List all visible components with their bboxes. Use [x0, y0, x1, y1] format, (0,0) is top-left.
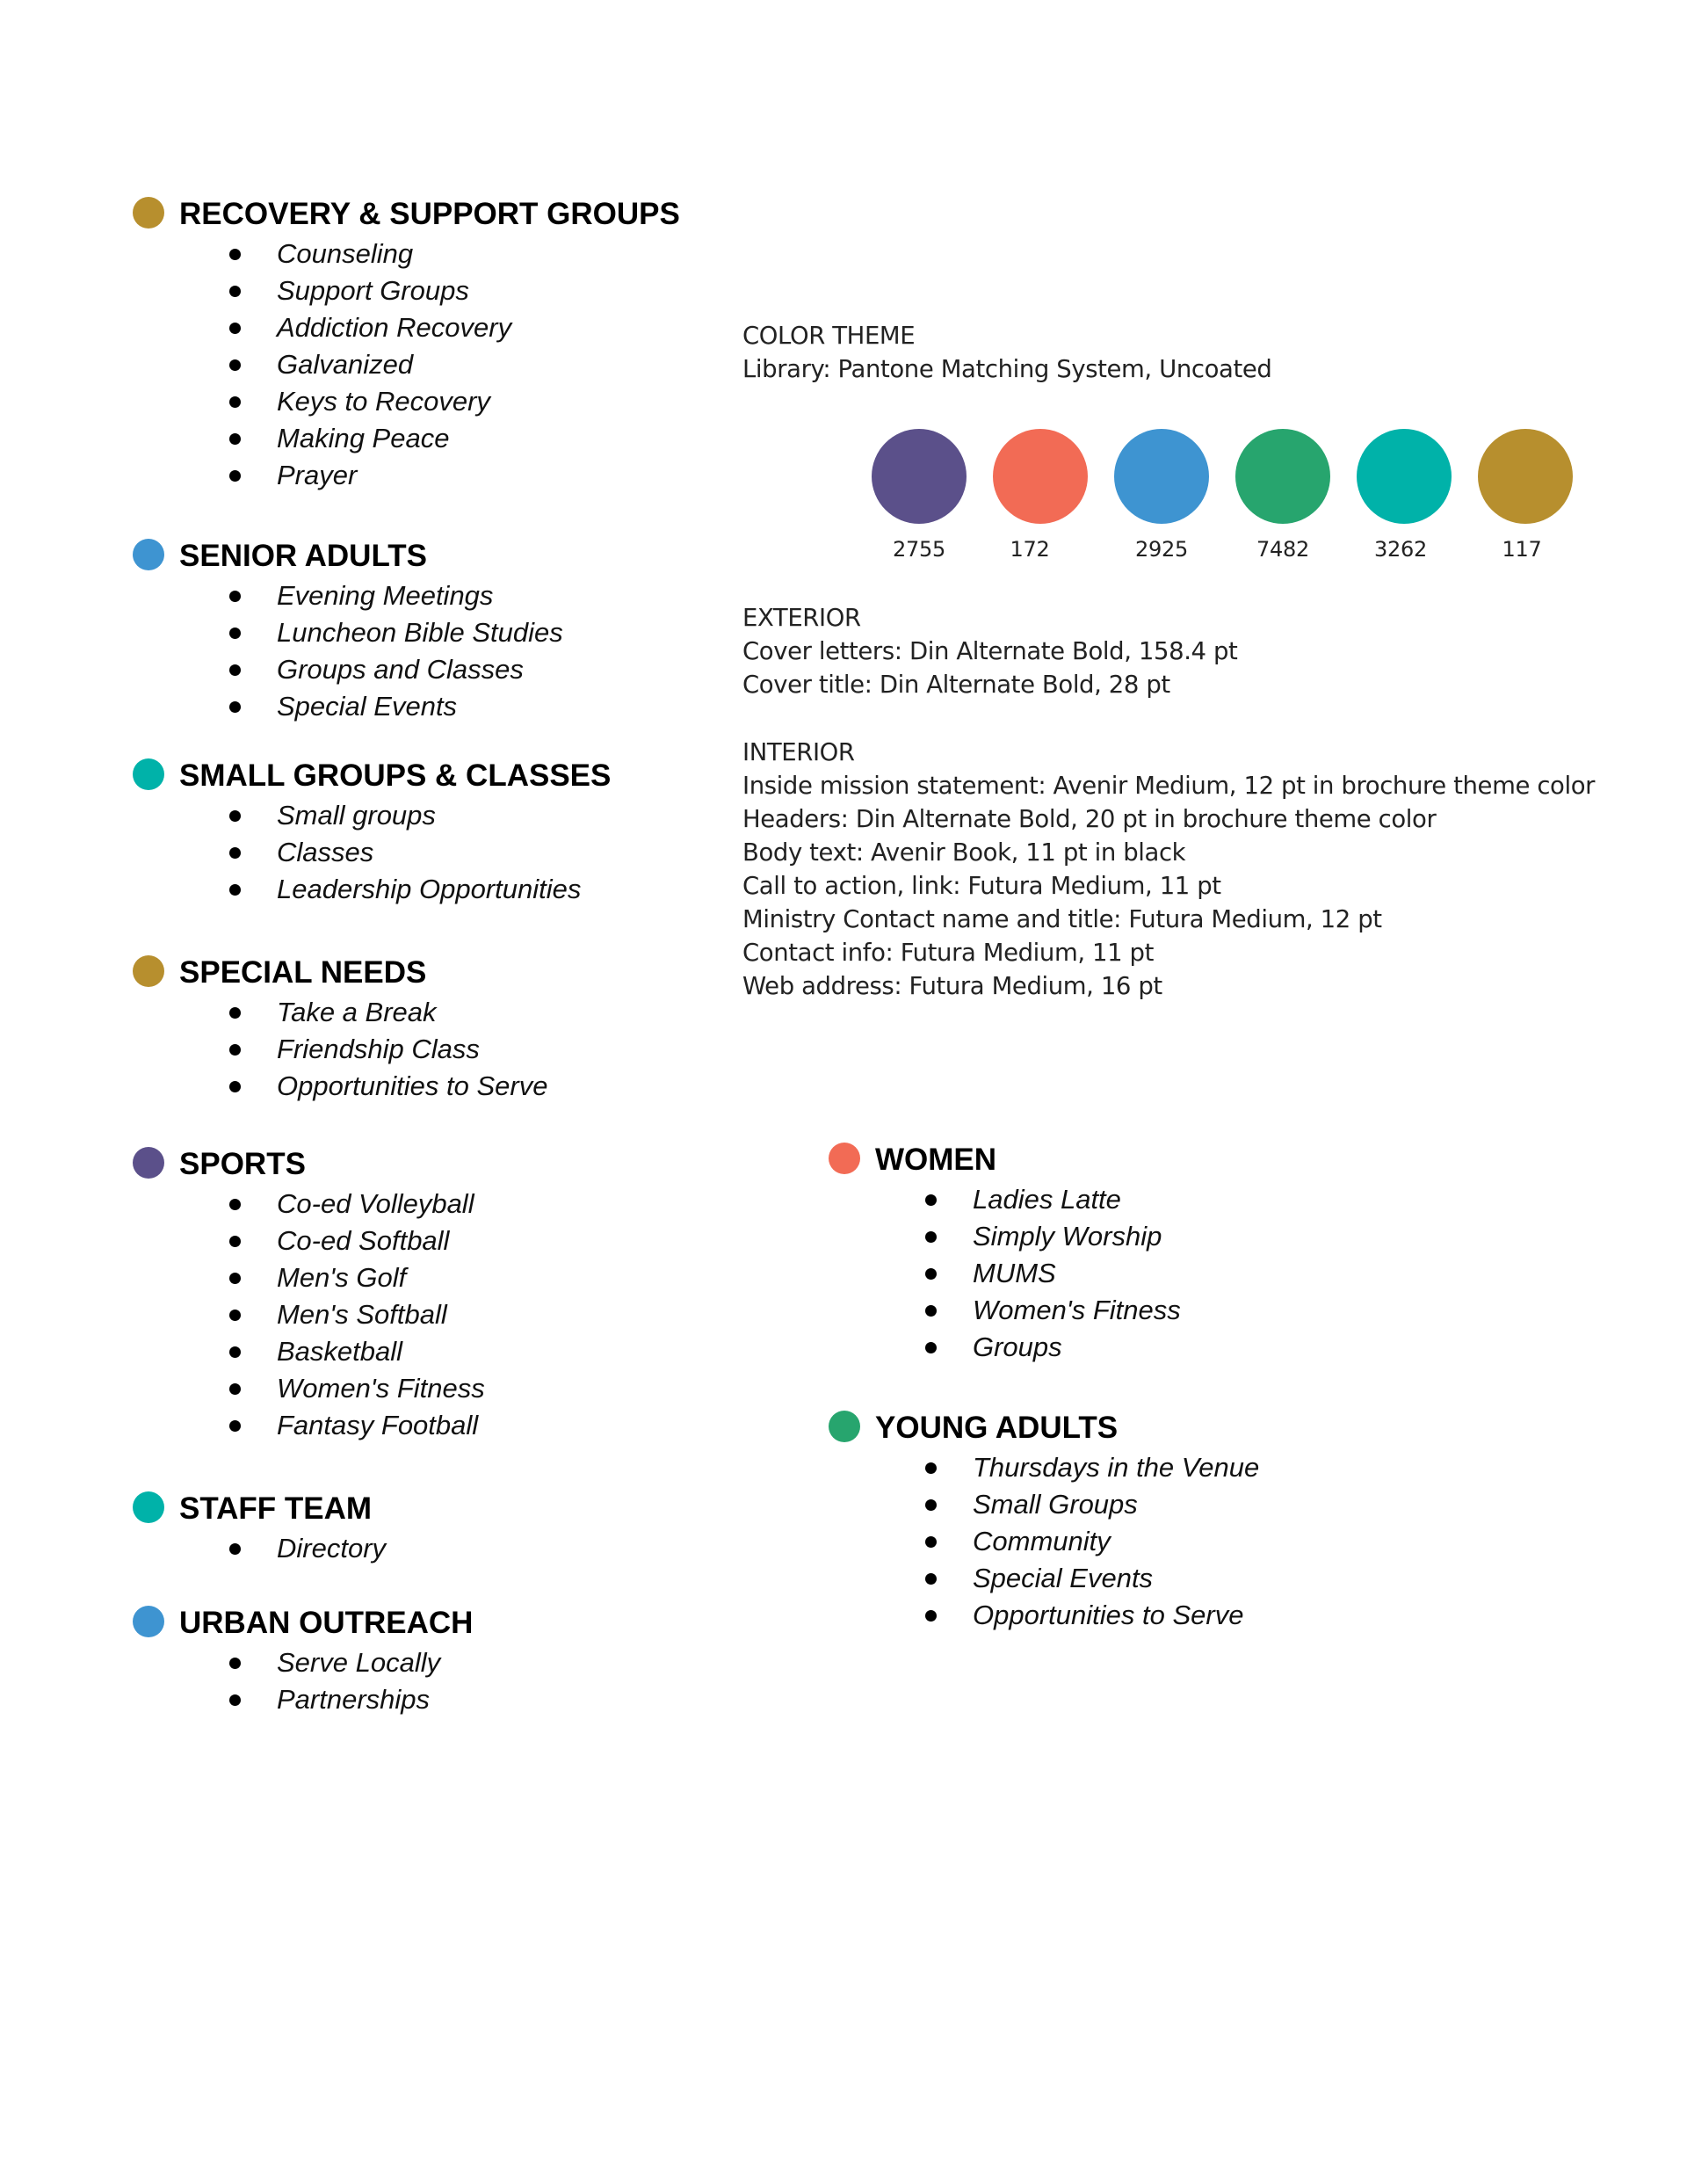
list-item-text: Classes — [277, 837, 374, 867]
list-item-text: Women's Fitness — [277, 1373, 485, 1404]
interior-block — [742, 736, 1595, 1003]
bullet-icon — [229, 591, 241, 602]
bullet-icon — [229, 1658, 241, 1669]
list-item-text: Evening Meetings — [277, 580, 494, 611]
bullet-icon — [229, 810, 241, 822]
list-item-text: Serve Locally — [277, 1647, 441, 1678]
list-item-text: Simply Worship — [973, 1221, 1162, 1252]
list-item-text: Fantasy Football — [277, 1410, 479, 1440]
bullet-icon — [925, 1499, 937, 1511]
section-color-dot — [133, 758, 164, 790]
list-item-text: Co-ed Volleyball — [277, 1188, 474, 1219]
section-color-dot — [133, 197, 164, 229]
bullet-icon — [229, 847, 241, 859]
list-item-text: Opportunities to Serve — [277, 1070, 548, 1101]
list-item-text: Thursdays in the Venue — [973, 1452, 1260, 1483]
section-title: SENIOR ADULTS — [179, 539, 427, 573]
bullet-icon — [229, 1081, 241, 1092]
bullet-icon — [229, 249, 241, 260]
section-color-dot — [133, 1147, 164, 1179]
list-item-text: Counseling — [277, 238, 414, 269]
list-item-text: Ladies Latte — [973, 1184, 1121, 1215]
section-title: YOUNG ADULTS — [875, 1411, 1119, 1445]
bullet-icon — [229, 1694, 241, 1706]
bullet-icon — [229, 884, 241, 896]
bullet-icon — [925, 1194, 937, 1206]
list-item-text: Groups — [973, 1331, 1062, 1362]
list-item-text: Opportunities to Serve — [973, 1600, 1244, 1630]
color-theme-library: Library: Pantone Matching System, Uncoated — [742, 355, 1272, 383]
section-title: STAFF TEAM — [179, 1491, 373, 1526]
swatch-circle — [1114, 429, 1209, 524]
list-item-text: Women's Fitness — [973, 1295, 1181, 1325]
bullet-icon — [229, 286, 241, 297]
bullet-icon — [925, 1342, 937, 1353]
list-item-text: Leadership Opportunities — [277, 874, 582, 904]
list-item-text: Special Events — [973, 1563, 1154, 1593]
section-title: RECOVERY & SUPPORT GROUPS — [179, 197, 680, 231]
list-item-text: Co-ed Softball — [277, 1225, 450, 1256]
swatch-code: 2755 — [893, 537, 945, 562]
list-item-text: Men's Softball — [277, 1299, 447, 1330]
swatch-circle — [1235, 429, 1330, 524]
bullet-icon — [925, 1268, 937, 1280]
bullet-icon — [229, 396, 241, 408]
section-color-dot — [133, 1606, 164, 1637]
bullet-icon — [925, 1573, 937, 1585]
bullet-icon — [229, 433, 241, 445]
bullet-icon — [229, 1007, 241, 1019]
exterior-line: Cover letters: Din Alternate Bold, 158.4 pt — [742, 637, 1238, 665]
exterior-heading: EXTERIOR — [742, 604, 861, 632]
interior-line: Headers: Din Alternate Bold, 20 pt in brochure theme color — [742, 805, 1437, 833]
list-item-text: Take a Break — [277, 997, 437, 1027]
list-item-text: Groups and Classes — [277, 654, 524, 685]
bullet-icon — [925, 1305, 937, 1317]
bullet-icon — [229, 1310, 241, 1321]
list-item-text: Men's Golf — [277, 1262, 407, 1293]
bullet-icon — [229, 664, 241, 676]
bullet-icon — [229, 1044, 241, 1056]
list-item-text: Making Peace — [277, 423, 450, 453]
bullet-icon — [229, 628, 241, 639]
swatch-code: 117 — [1502, 537, 1542, 562]
bullet-icon — [229, 1199, 241, 1210]
swatch-code: 3262 — [1374, 537, 1427, 562]
exterior-block — [742, 601, 1237, 701]
interior-line: Web address: Futura Medium, 16 pt — [742, 972, 1162, 1000]
interior-heading: INTERIOR — [742, 738, 855, 766]
list-item-text: Partnerships — [277, 1684, 431, 1715]
bullet-icon — [229, 323, 241, 334]
swatch-circle — [1357, 429, 1452, 524]
bullet-icon — [229, 359, 241, 371]
swatch-code: 2925 — [1135, 537, 1188, 562]
bullet-icon — [229, 1420, 241, 1432]
section-title: WOMEN — [875, 1143, 997, 1177]
section-color-dot — [829, 1143, 860, 1174]
bullet-icon — [925, 1536, 937, 1548]
exterior-line: Cover title: Din Alternate Bold, 28 pt — [742, 671, 1170, 699]
interior-line: Contact info: Futura Medium, 11 pt — [742, 939, 1154, 967]
bullet-icon — [229, 1346, 241, 1358]
bullet-icon — [925, 1610, 937, 1622]
bullet-icon — [229, 1543, 241, 1555]
section-title: URBAN OUTREACH — [179, 1606, 474, 1640]
list-item-text: Keys to Recovery — [277, 386, 490, 417]
bullet-icon — [925, 1462, 937, 1474]
list-item-text: Friendship Class — [277, 1034, 480, 1064]
list-item-text: Community — [973, 1526, 1111, 1556]
bullet-icon — [229, 1383, 241, 1395]
swatch-code: 7482 — [1256, 537, 1309, 562]
section-title: SMALL GROUPS & CLASSES — [179, 758, 612, 793]
color-theme-heading: COLOR THEME — [742, 322, 916, 350]
list-item-text: Basketball — [277, 1336, 403, 1367]
section-title: SPECIAL NEEDS — [179, 955, 427, 990]
swatch-circle — [872, 429, 967, 524]
section-color-dot — [133, 1491, 164, 1523]
section-title: SPORTS — [179, 1147, 306, 1181]
list-item-text: Special Events — [277, 691, 458, 722]
swatch-code: 172 — [1010, 537, 1050, 562]
interior-line: Inside mission statement: Avenir Medium, 12 pt in brochure theme color — [742, 772, 1596, 800]
bullet-icon — [925, 1231, 937, 1243]
list-item-text: Galvanized — [277, 349, 414, 380]
list-item-text: Luncheon Bible Studies — [277, 617, 563, 648]
interior-line: Ministry Contact name and title: Futura Medium, 12 pt — [742, 905, 1382, 933]
list-item-text: Support Groups — [277, 275, 469, 306]
bullet-icon — [229, 470, 241, 482]
section-color-dot — [829, 1411, 860, 1442]
interior-line: Body text: Avenir Book, 11 pt in black — [742, 838, 1186, 867]
bullet-icon — [229, 701, 241, 713]
list-item-text: Small Groups — [973, 1489, 1138, 1520]
list-item-text: Directory — [277, 1533, 387, 1564]
bullet-icon — [229, 1273, 241, 1284]
section-color-dot — [133, 539, 164, 570]
list-item-text: MUMS — [973, 1258, 1056, 1288]
swatch-circle — [993, 429, 1088, 524]
list-item-text: Small groups — [277, 800, 436, 831]
list-item-text: Addiction Recovery — [277, 312, 512, 343]
bullet-icon — [229, 1236, 241, 1247]
swatch-circle — [1478, 429, 1573, 524]
interior-line: Call to action, link: Futura Medium, 11 pt — [742, 872, 1221, 900]
section-color-dot — [133, 955, 164, 987]
color-theme-block — [742, 319, 1271, 386]
list-item-text: Prayer — [277, 460, 358, 490]
